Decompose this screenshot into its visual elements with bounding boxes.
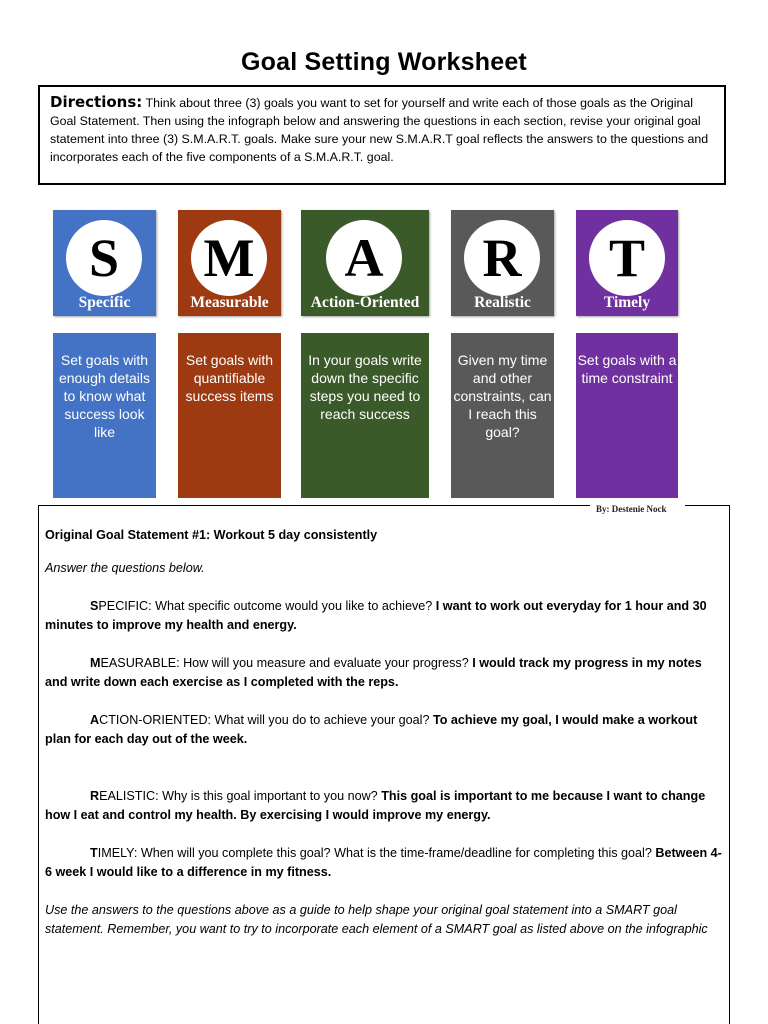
desc-timely: Set goals with a time constraint xyxy=(576,333,678,498)
q-answer: I would track my progress in my notes and write down each exercise as I completed with the reps. xyxy=(45,656,702,689)
question-action-oriented xyxy=(45,711,725,749)
instructions: Answer the questions below. xyxy=(45,561,205,575)
tile-label-measurable: Measurable xyxy=(190,294,269,311)
original-goal-statement: Original Goal Statement #1: Workout 5 day consistently xyxy=(45,528,378,542)
desc-specific: Set goals with enough details to know what success look like xyxy=(53,333,156,498)
smart-tile-measurable xyxy=(178,210,281,316)
q-initial: T xyxy=(90,846,98,860)
q-answer: This goal is important to me because I want to change how I eat and control my health. By exercising I would improve my energy. xyxy=(45,789,706,822)
smart-tile-specific xyxy=(53,210,156,316)
closing-instructions: Use the answers to the questions above as a guide to help shape your original goal statement into a SMART goal statement. Remember, you want to try to incorporate each element of a SMART goal as listed above on the infographic xyxy=(45,903,708,936)
tile-label-specific: Specific xyxy=(78,294,131,311)
desc-measurable: Set goals with quantifiable success items xyxy=(178,333,281,498)
q-text: CTION-ORIENTED: What will you do to achieve your goal? xyxy=(99,713,433,727)
q-answer: Between 4-6 week I would like to a difference in my fitness. xyxy=(45,846,722,879)
page-title: Goal Setting Worksheet xyxy=(241,48,527,76)
question-measurable xyxy=(45,654,725,692)
byline: By: Destenie Nock xyxy=(596,504,667,514)
q-initial: M xyxy=(90,656,101,670)
smart-tile-action-oriented xyxy=(301,210,429,316)
letter-a-circle: A xyxy=(326,220,402,296)
tile-label-realistic: Realistic xyxy=(474,294,531,311)
desc-action-oriented: In your goals write down the specific steps you need to reach success xyxy=(301,333,429,498)
question-timely xyxy=(45,844,725,882)
q-answer: I want to work out everyday for 1 hour and 30 minutes to improve my health and energy. xyxy=(45,599,707,632)
letter-r-circle: R xyxy=(464,220,540,296)
tile-label-action-oriented: Action-Oriented xyxy=(310,294,420,311)
worksheet-body xyxy=(45,526,725,939)
q-text: IMELY: When will you complete this goal? What is the time-frame/deadline for completing this goal? xyxy=(97,846,656,860)
q-initial: S xyxy=(90,599,99,613)
letter-t-circle: T xyxy=(589,220,665,296)
directions-box xyxy=(38,85,726,185)
q-text: PECIFIC: What specific outcome would you like to achieve? xyxy=(98,599,436,613)
smart-tile-timely xyxy=(576,210,678,316)
directions-text: Think about three (3) goals you want to set for yourself and write each of those goals as the Original Goal Statement. Then using the infograph below and answering the questions in each section, revise your original goal statement into three (3) S.M.A.R.T. goals. Make sure your new S.M.A.R.T goal reflects the answers to the questions and incorporates each of the five components of a S.M.A.R.T. goal. xyxy=(50,96,709,164)
q-answer: To achieve my goal, I would make a workout plan for each day out of the week. xyxy=(45,713,698,746)
q-initial: R xyxy=(90,789,100,803)
directions-label: Directions: xyxy=(50,93,143,111)
q-initial: A xyxy=(90,713,100,727)
smart-tile-realistic xyxy=(451,210,554,316)
letter-m-circle: M xyxy=(191,220,267,296)
q-text: EASURABLE: How will you measure and evaluate your progress? xyxy=(100,656,473,670)
tile-label-timely: Timely xyxy=(603,294,651,311)
letter-s-circle: S xyxy=(66,220,142,296)
question-specific xyxy=(45,597,725,635)
q-text: EALISTIC: Why is this goal important to you now? xyxy=(99,789,382,803)
question-realistic xyxy=(45,787,725,825)
desc-realistic: Given my time and other constraints, can I reach this goal? xyxy=(451,333,554,498)
